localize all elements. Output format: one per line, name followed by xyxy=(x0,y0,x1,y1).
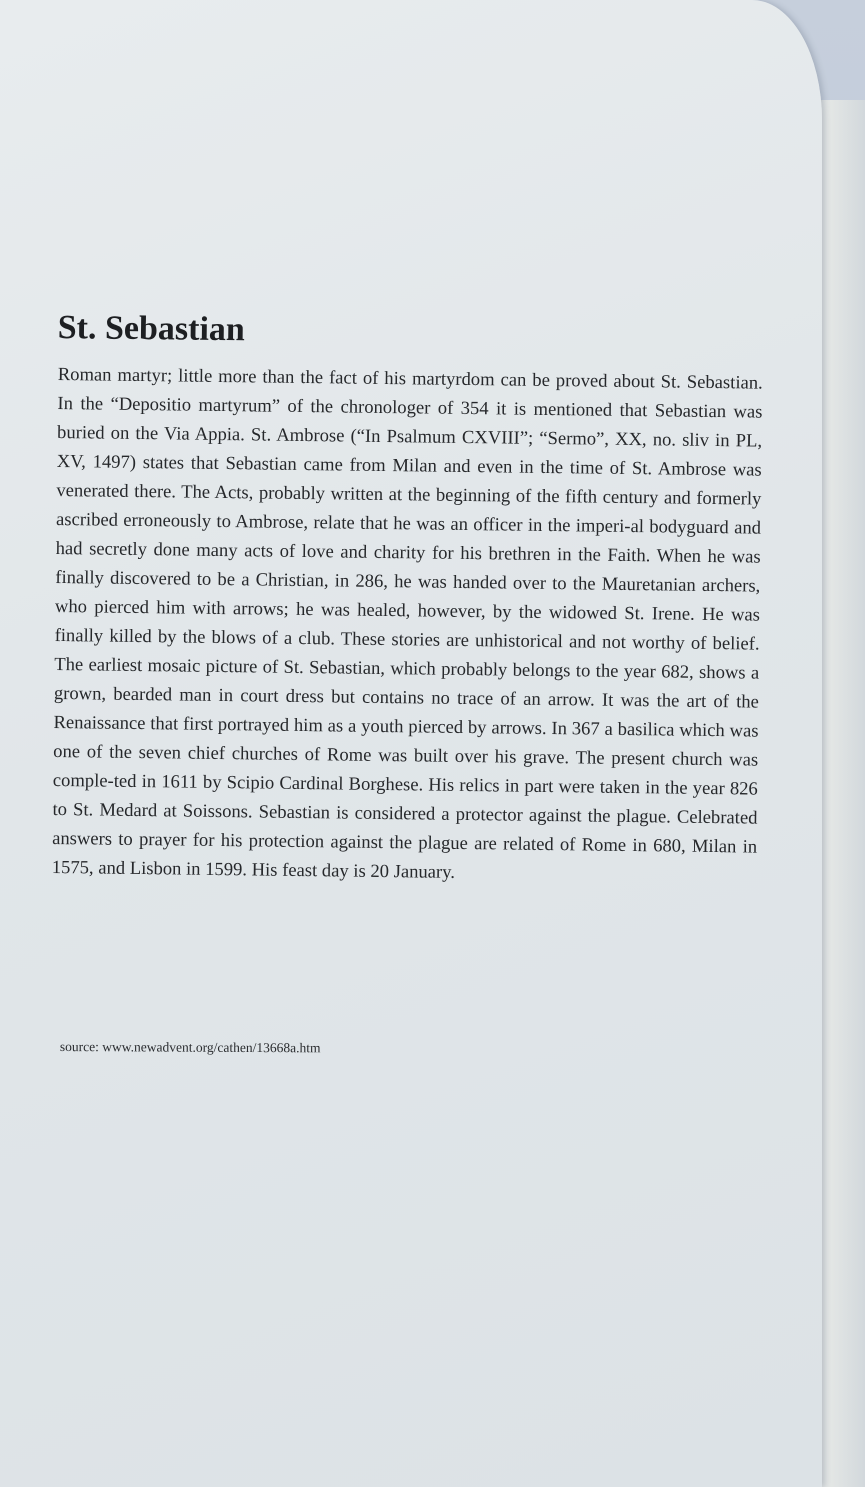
article-body: Roman martyr; little more than the fact of his martyrdom can be proved about St. Sebastian. In the “Depositio martyrum” of the chronologer of 354 it is mentioned that Sebastian was buried on the Via Appia. St. Ambrose (“In Psalmum CXVIII”; “Sermo”, XX, no. sliv in PL, XV, 1497) states that Sebastian came from Milan and even in the time of St. Ambrose was venerated there. The Acts, probably written at the beginning of the fifth century and formerly ascribed erroneously to Ambrose, relate that he was an officer in the imperi-al bodyguard and had secretly done many acts of love and charity for his brethren in the Faith. When he was finally discovered to be a Christian, in 286, he was handed over to the Mauretanian archers, who pierced him with arrows; he was healed, however, by the widowed St. Irene. He was finally killed by the blows of a club. These stories are unhistorical and not worthy of belief. The earliest mosaic picture of St. Sebastian, which probably belongs to the year 682, shows a grown, bearded man in court dress but contains no trace of an arrow. It was the art of the Renaissance that first portrayed him as a youth pierced by arrows. In 367 a basilica which was one of the seven chief churches of Rome was built over his grave. The present church was comple-ted in 1611 by Scipio Cardinal Borghese. His relics in part were taken in the year 826 to St. Medard at Soissons. Sebastian is considered a protector against the plague. Celebrated answers to prayer for his protection against the plague are related of Rome in 680, Milan in 1575, and Lisbon in 1599. His feast day is 20 January. xyxy=(51,363,763,883)
page-title: St. Sebastian xyxy=(57,308,246,349)
source-citation: source: www.newadvent.org/cathen/13668a.htm xyxy=(59,1039,321,1056)
